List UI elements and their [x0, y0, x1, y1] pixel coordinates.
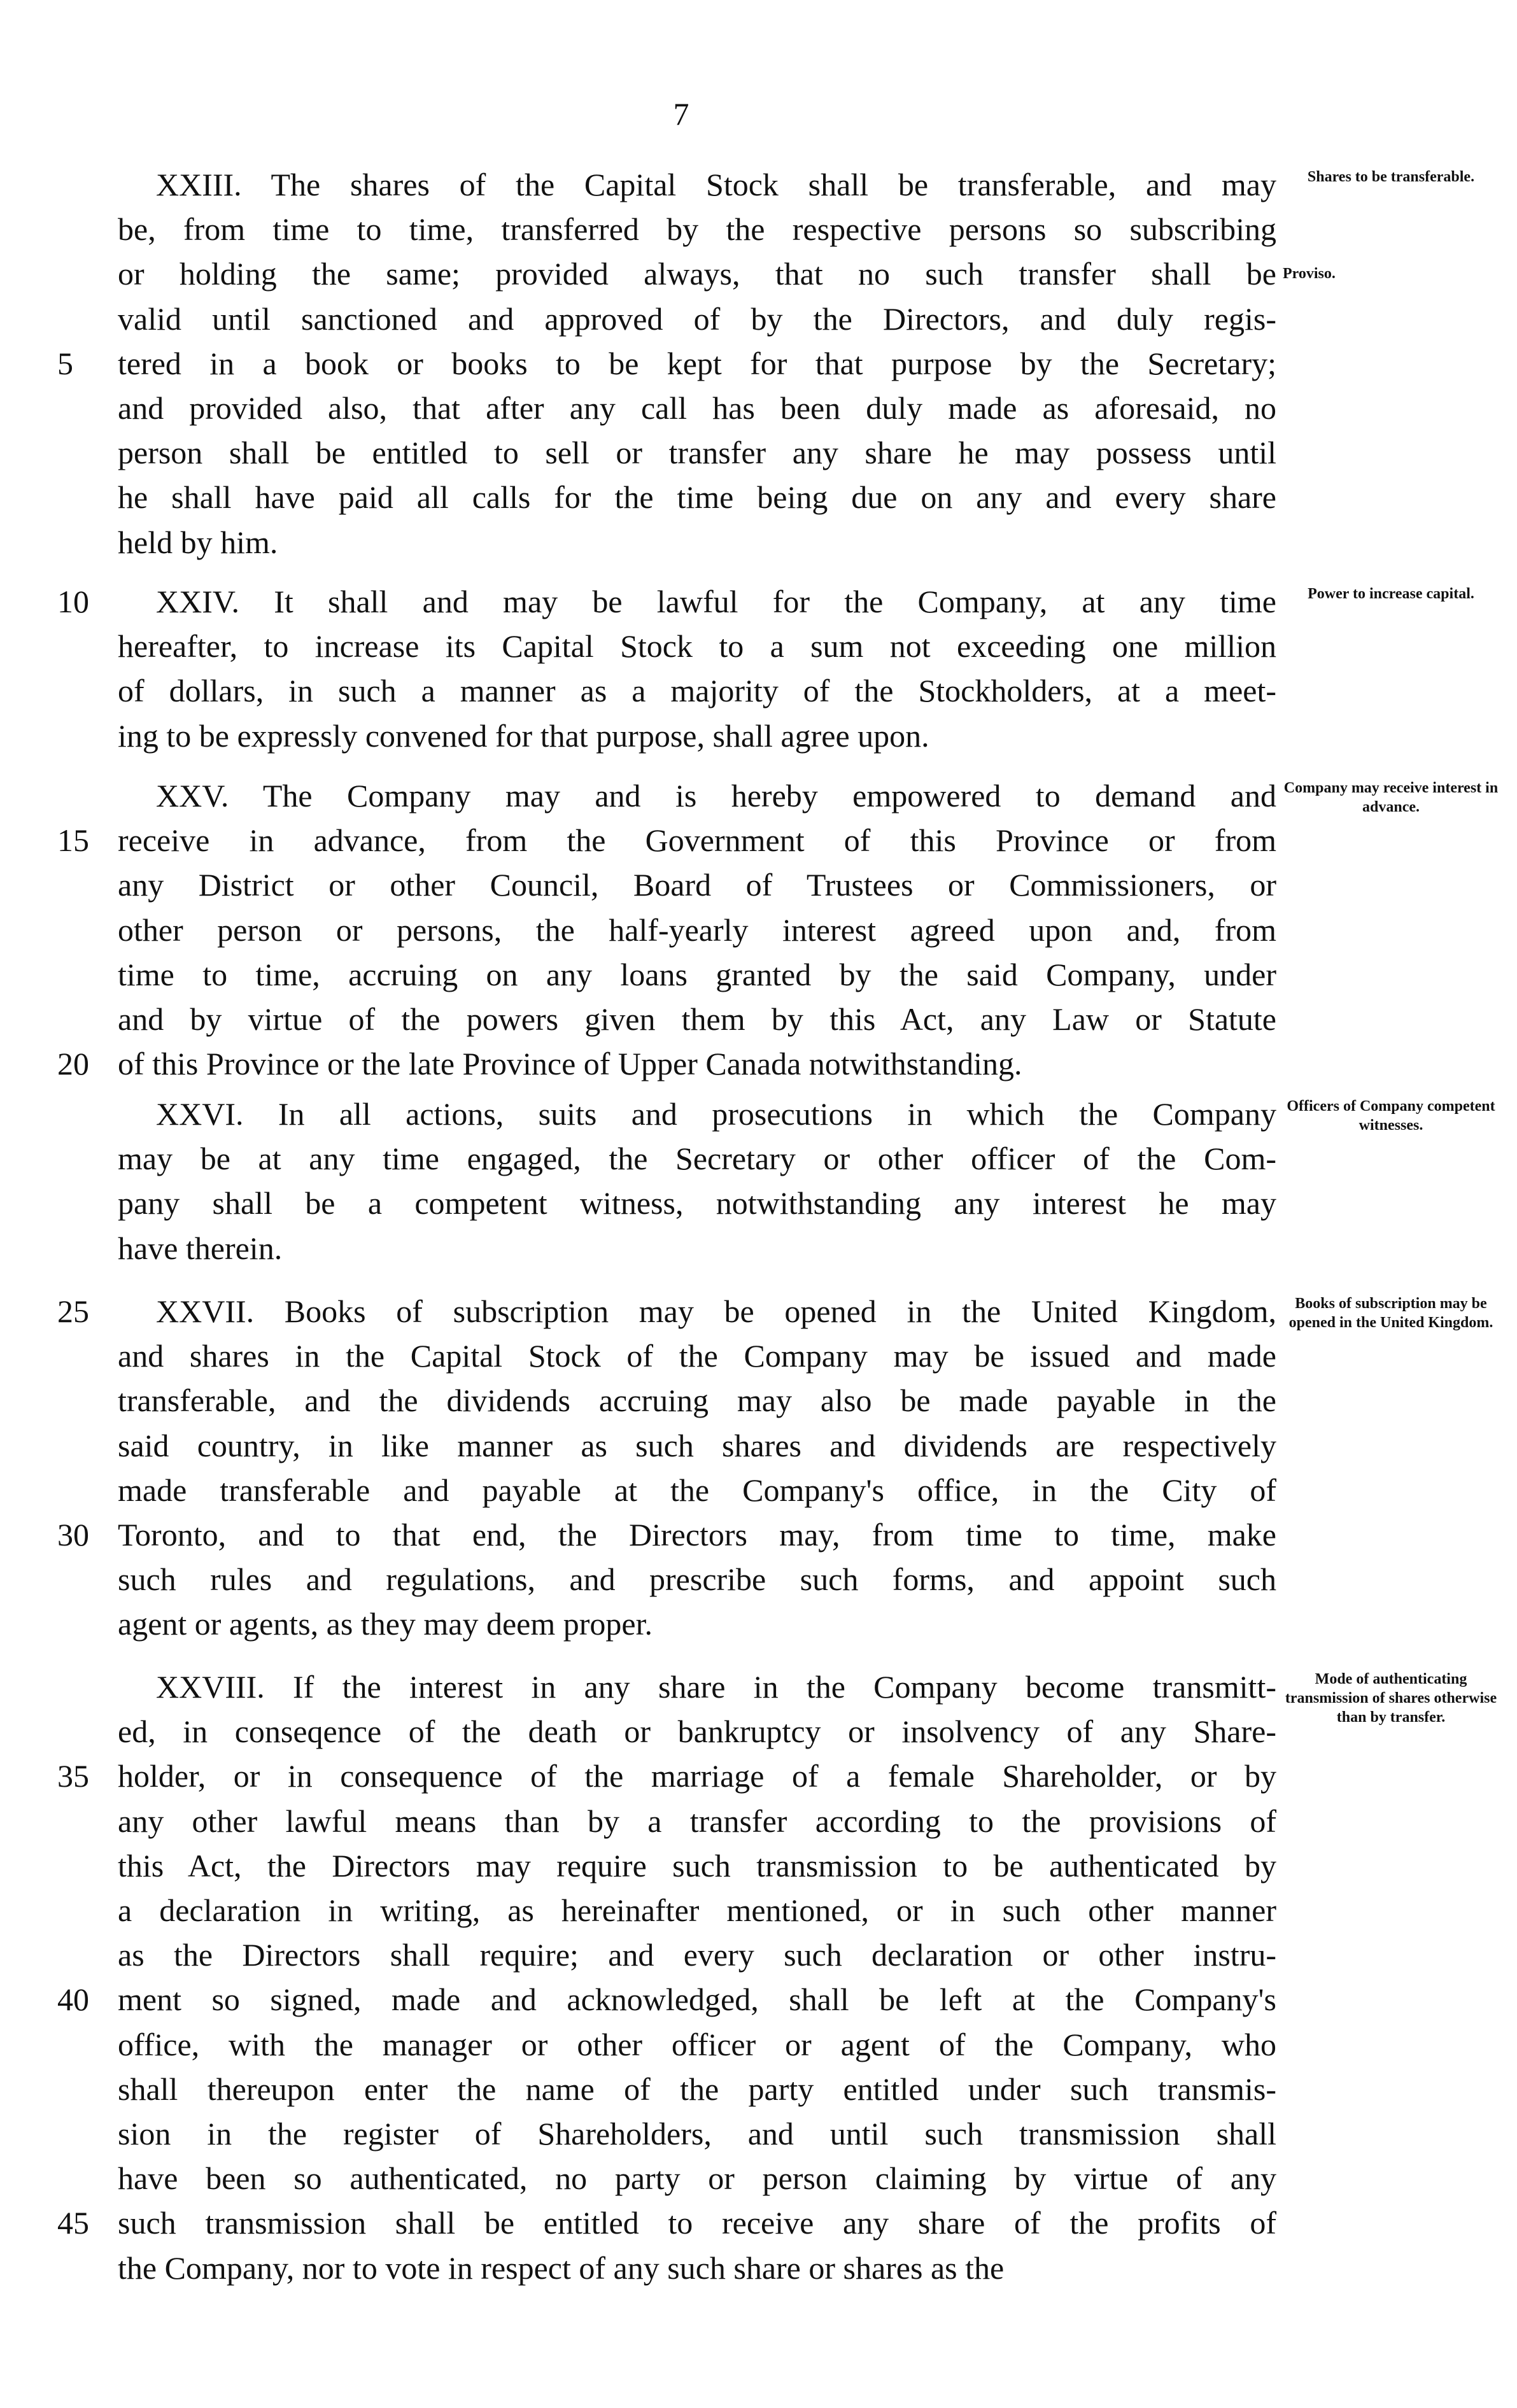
margin-note: Company may receive interest in advance. [1283, 780, 1499, 815]
text-line: ment so signed, made and acknowledged, shall be left at the Company's [118, 1982, 1276, 2018]
text-line: held by him. [118, 524, 278, 560]
text-line: Toronto, and to that end, the Directors may, from time to time, make [118, 1517, 1276, 1553]
text-line: this Act, the Directors may require such transmission to be authenticated by [118, 1847, 1276, 1883]
text-line: the Company, nor to vote in respect of any such share or shares as the [118, 2250, 1005, 2286]
text-line: of this Province or the late Province of Upper Canada notwithstanding. [118, 1046, 1022, 1082]
text-line: made transferable and payable at the Company's office, in the City of [118, 1472, 1276, 1508]
text-line: and provided also, that after any call has been duly made as aforesaid, no [118, 390, 1276, 426]
text-line: tered in a book or books to be kept for that purpose by the Secretary; [118, 345, 1276, 381]
margin-note: Books of subscription may be opened in the United Kingdom. [1288, 1295, 1493, 1331]
text-line: and by virtue of the powers given them by this Act, any Law or Statute [118, 1001, 1276, 1037]
text-line: ed, in conseqence of the death or bankruptcy or insolvency of any Share- [118, 1714, 1276, 1750]
line-number: 5 [57, 345, 73, 381]
text-line: ing to be expressly convened for that purpose, shall agree upon. [118, 717, 929, 754]
page-number: 7 [673, 96, 689, 132]
text-line: time to time, accruing on any loans granted by the said Company, under [118, 956, 1276, 992]
text-line: XXVII. Books of subscription may be opened in the United Kingdom, [156, 1293, 1276, 1329]
text-line: of dollars, in such a manner as a majority of the Stockholders, at a meet- [118, 673, 1276, 709]
text-line: hereafter, to increase its Capital Stock to a sum not exceeding one million [118, 628, 1276, 665]
line-number: 10 [57, 584, 89, 619]
line-number: 35 [57, 1758, 89, 1794]
line-number: 40 [57, 1982, 89, 2018]
text-line: XXVIII. If the interest in any share in the Company become transmitt- [156, 1669, 1276, 1705]
text-line: shall thereupon enter the name of the party entitled under such transmis- [118, 2071, 1276, 2107]
text-line: agent or agents, as they may deem proper. [118, 1606, 653, 1642]
text-line: holder, or in consequence of the marriage of a female Shareholder, or by [118, 1758, 1276, 1794]
line-number: 15 [57, 822, 89, 859]
text-line: valid until sanctioned and approved of by the Directors, and duly regis- [118, 300, 1276, 337]
text-line: XXIV. It shall and may be lawful for the Company, at any time [156, 584, 1276, 619]
text-line: XXIII. The shares of the Capital Stock shall be transferable, and may [156, 167, 1276, 202]
text-line: have been so authenticated, no party or person claiming by virtue of any [118, 2160, 1276, 2197]
text-line: a declaration in writing, as hereinafter mentioned, or in such other manner [118, 1892, 1276, 1928]
line-number: 45 [57, 2205, 89, 2241]
text-line: transferable, and the dividends accruing may also be made payable in the [118, 1383, 1276, 1419]
text-line: said country, in like manner as such shares and dividends are respectively [118, 1427, 1276, 1463]
text-line: have therein. [118, 1230, 283, 1266]
text-line: or holding the same; provided always, that no such transfer shall be [118, 256, 1276, 292]
margin-note: Proviso. [1283, 265, 1336, 283]
text-line: such transmission shall be entitled to receive any share of the profits of [118, 2205, 1276, 2241]
text-line: pany shall be a competent witness, notwithstanding any interest he may [118, 1185, 1276, 1222]
margin-note: Officers of Company competent witnesses. [1287, 1098, 1495, 1134]
text-line: other person or persons, the half-yearly interest agreed upon and, from [118, 912, 1276, 948]
text-line: any District or other Council, Board of Trustees or Commissioners, or [118, 867, 1276, 903]
text-line: XXVI. In all actions, suits and prosecutions in which the Company [156, 1096, 1276, 1132]
text-line: person shall be entitled to sell or transfer any share he may possess until [118, 435, 1276, 471]
text-line: as the Directors shall require; and every such declaration or other instru- [118, 1937, 1276, 1973]
margin-note: Mode of authenticating transmission of shares otherwise than by transfer. [1285, 1671, 1497, 1726]
text-line: XXV. The Company may and is hereby empowered to demand and [156, 778, 1276, 813]
margin-note: Power to increase capital. [1308, 586, 1474, 602]
text-line: receive in advance, from the Government of this Province or from [118, 822, 1276, 859]
text-line: he shall have paid all calls for the time being due on any and every share [118, 479, 1276, 516]
line-number: 30 [57, 1517, 89, 1553]
text-line: such rules and regulations, and prescribe such forms, and appoint such [118, 1561, 1276, 1598]
text-line: and shares in the Capital Stock of the Company may be issued and made [118, 1338, 1276, 1374]
text-line: any other lawful means than by a transfer according to the provisions of [118, 1803, 1276, 1839]
text-line: be, from time to time, transferred by the respective persons so subscribing [118, 211, 1276, 248]
line-number: 25 [57, 1293, 89, 1329]
margin-note: Shares to be transferable. [1307, 169, 1475, 185]
text-line: office, with the manager or other officer or agent of the Company, who [118, 2026, 1276, 2062]
text-line: sion in the register of Shareholders, and until such transmission shall [118, 2116, 1276, 2151]
text-line: may be at any time engaged, the Secretary or other officer of the Com- [118, 1141, 1276, 1177]
line-number: 20 [57, 1046, 89, 1082]
